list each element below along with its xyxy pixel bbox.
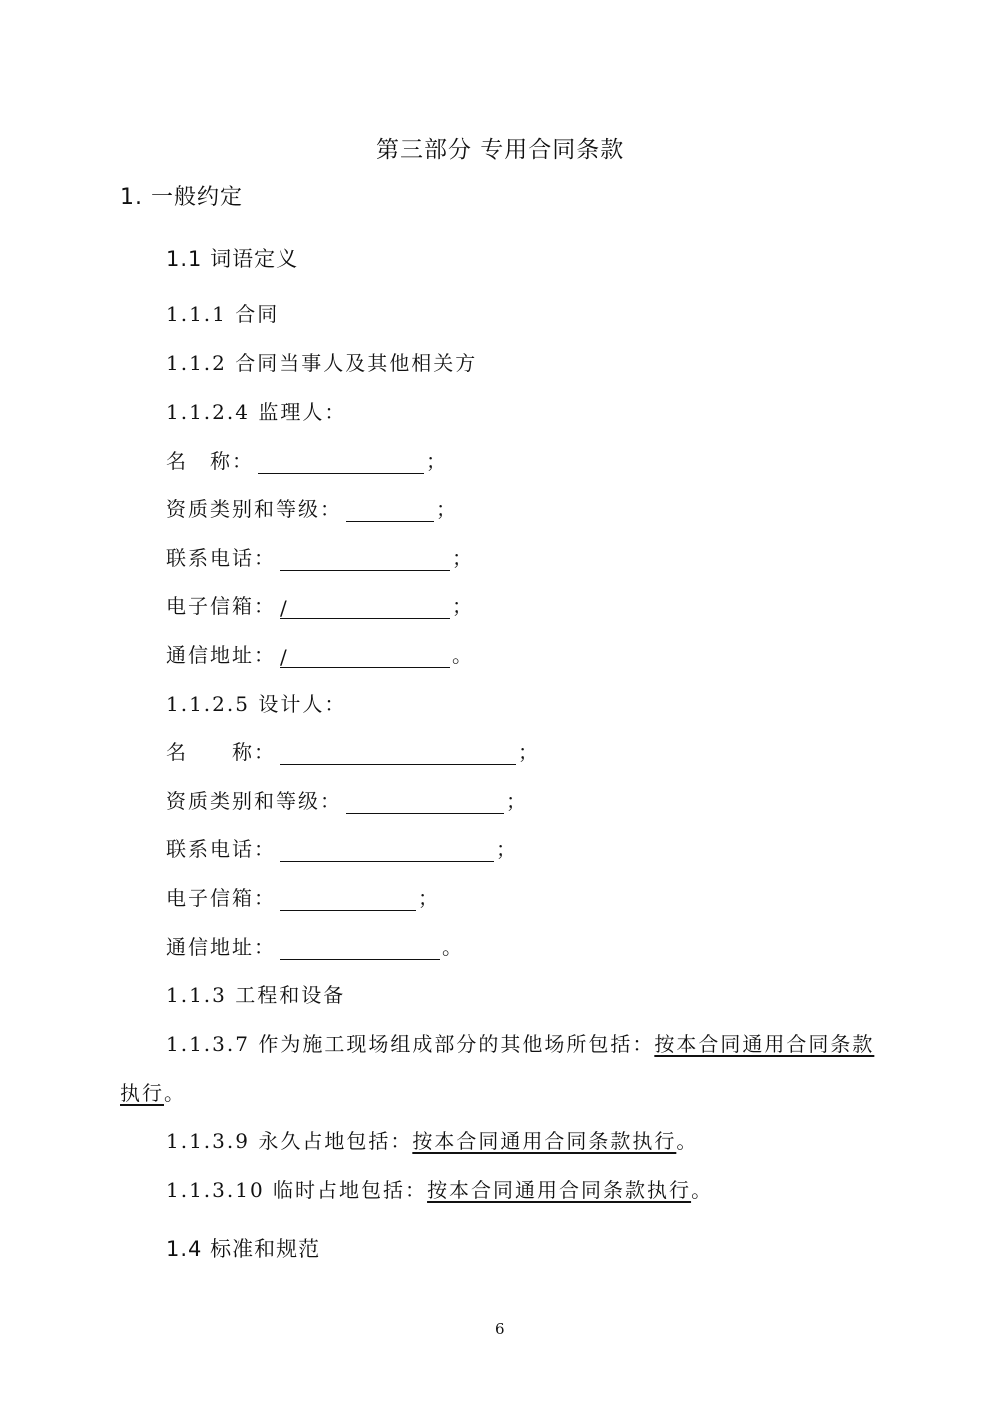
supervisor-email-row — [166, 590, 474, 619]
designer-qualification-row — [166, 785, 528, 814]
semicolon: ； — [496, 837, 518, 861]
subsection-heading-1-4: 1.4 标准和规范 — [166, 1237, 321, 1261]
period: 。 — [676, 1129, 699, 1153]
subsection-heading-1-1: 1.1 词语定义 — [166, 247, 299, 271]
clause-1-1-3-10-text: 1.1.3.10 临时占地包括： — [166, 1178, 428, 1202]
designer-address-label: 通信地址： — [166, 935, 276, 959]
semicolon: ； — [452, 594, 474, 618]
semicolon: ； — [436, 497, 458, 521]
period: 。 — [164, 1081, 186, 1105]
designer-email-blank[interactable] — [280, 888, 416, 911]
designer-name-label: 名 称： — [166, 740, 276, 764]
semicolon: ； — [426, 449, 448, 473]
designer-qualification-label: 资质类别和等级： — [166, 789, 342, 813]
supervisor-name-row — [166, 445, 448, 474]
supervisor-email-value: / — [280, 596, 289, 620]
supervisor-address-row — [166, 639, 474, 668]
clause-1-1-2-4: 1.1.2.4 监理人： — [166, 400, 347, 424]
page-number: 6 — [495, 1320, 505, 1338]
clause-1-1-2-5: 1.1.2.5 设计人： — [166, 692, 347, 716]
supervisor-address-blank[interactable] — [280, 645, 450, 668]
clause-1-1-3-7-value-b: 执行 — [120, 1081, 164, 1105]
designer-phone-row — [166, 833, 518, 862]
clause-1-1-3: 1.1.3 工程和设备 — [166, 983, 346, 1007]
semicolon: ； — [518, 740, 540, 764]
designer-email-row — [166, 882, 440, 911]
semicolon: ； — [506, 789, 528, 813]
supervisor-email-label: 电子信箱： — [166, 594, 276, 618]
designer-address-blank[interactable] — [280, 937, 440, 960]
clause-1-1-3-7-continued — [120, 1077, 186, 1106]
section-heading-1: 1. 一般约定 — [120, 185, 243, 210]
supervisor-phone-blank[interactable] — [280, 548, 450, 571]
clause-1-1-3-10-value: 按本合同通用合同条款执行 — [427, 1178, 692, 1202]
semicolon: ； — [452, 546, 474, 570]
supervisor-address-label: 通信地址： — [166, 643, 276, 667]
supervisor-qualification-label: 资质类别和等级： — [166, 497, 342, 521]
supervisor-phone-label: 联系电话： — [166, 546, 276, 570]
period: 。 — [691, 1178, 714, 1202]
clause-1-1-3-7-value-a: 按本合同通用合同条款 — [654, 1032, 875, 1056]
clause-1-1-3-9-value: 按本合同通用合同条款执行 — [412, 1129, 677, 1153]
supervisor-qualification-blank[interactable] — [346, 499, 434, 522]
clause-1-1-3-7-text: 1.1.3.7 作为施工现场组成部分的其他场所包括： — [166, 1032, 655, 1056]
designer-phone-blank[interactable] — [280, 839, 494, 862]
designer-qualification-blank[interactable] — [346, 791, 504, 814]
supervisor-email-blank[interactable] — [280, 596, 450, 619]
clause-1-1-3-7 — [166, 1028, 874, 1057]
designer-address-row — [166, 931, 464, 960]
clause-1-1-3-10 — [166, 1174, 713, 1203]
period: 。 — [442, 935, 464, 959]
supervisor-qualification-row — [166, 493, 458, 522]
clause-1-1-2: 1.1.2 合同当事人及其他相关方 — [166, 351, 478, 375]
designer-email-label: 电子信箱： — [166, 886, 276, 910]
page-title: 第三部分 专用合同条款 — [376, 137, 625, 163]
designer-name-row — [166, 736, 540, 765]
supervisor-name-blank[interactable] — [258, 451, 424, 474]
period: 。 — [452, 643, 474, 667]
clause-1-1-1: 1.1.1 合同 — [166, 302, 280, 326]
designer-name-blank[interactable] — [280, 742, 516, 765]
clause-1-1-3-9 — [166, 1125, 698, 1154]
designer-phone-label: 联系电话： — [166, 837, 276, 861]
semicolon: ； — [418, 886, 440, 910]
clause-1-1-3-9-text: 1.1.3.9 永久占地包括： — [166, 1129, 413, 1153]
supervisor-address-value: / — [280, 645, 289, 669]
supervisor-name-label: 名 称： — [166, 449, 254, 473]
supervisor-phone-row — [166, 542, 474, 571]
